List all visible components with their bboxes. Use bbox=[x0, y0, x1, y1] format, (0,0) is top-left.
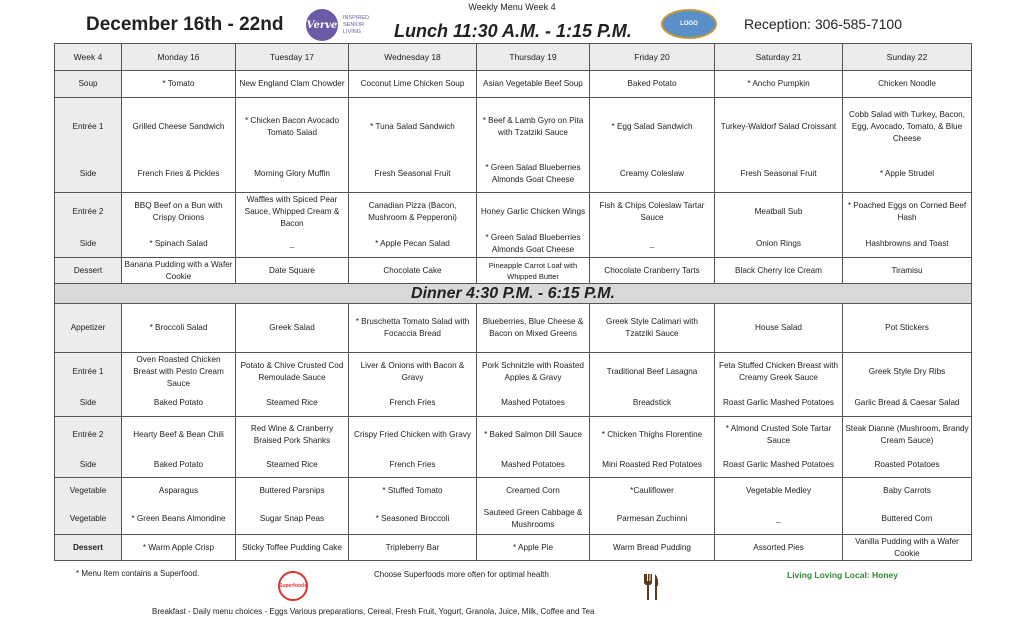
menu-cell: Pot Stickers bbox=[843, 304, 972, 353]
menu-cell: Chocolate Cake bbox=[349, 258, 477, 284]
menu-cell: Greek Style Calimari with Tzatziki Sauce bbox=[590, 304, 715, 353]
dinner-hours: Dinner 4:30 P.M. - 6:15 P.M. bbox=[55, 284, 972, 304]
menu-cell: Vanilla Pudding with a Wafer Cookie bbox=[843, 535, 972, 561]
superfood-note: * Menu Item contains a Superfood. bbox=[76, 569, 200, 578]
dinner-veg2-row bbox=[55, 505, 972, 535]
menu-cell: * Stuffed Tomato bbox=[349, 478, 477, 505]
menu-cell: Tripleberry Bar bbox=[349, 535, 477, 561]
menu-cell: Morning Glory Muffin bbox=[236, 157, 349, 193]
row-label: Dessert bbox=[55, 535, 122, 561]
superfoods-logo: Superfoods bbox=[278, 571, 308, 601]
menu-cell: Grilled Cheese Sandwich bbox=[122, 98, 236, 157]
menu-cell: Tiramisu bbox=[843, 258, 972, 284]
dinner-veg1-row bbox=[55, 478, 972, 505]
menu-cell: Mini Roasted Red Potatoes bbox=[590, 453, 715, 478]
menu-cell: _ bbox=[715, 505, 843, 535]
menu-cell: * Spinach Salad bbox=[122, 231, 236, 258]
menu-cell: Roast Garlic Mashed Potatoes bbox=[715, 453, 843, 478]
menu-cell: Traditional Beef Lasagna bbox=[590, 353, 715, 391]
menu-cell: Blueberries, Blue Cheese & Bacon on Mixed Greens bbox=[477, 304, 590, 353]
menu-cell: Baked Potato bbox=[122, 453, 236, 478]
menu-cell: Steak Dianne (Mushroom, Brandy Cream Sauce) bbox=[843, 417, 972, 453]
menu-cell: Warm Bread Pudding bbox=[590, 535, 715, 561]
row-label: Side bbox=[55, 231, 122, 258]
menu-cell: Sticky Toffee Pudding Cake bbox=[236, 535, 349, 561]
menu-table bbox=[54, 43, 972, 561]
menu-cell: * Seasoned Broccoli bbox=[349, 505, 477, 535]
menu-cell: Asparagus bbox=[122, 478, 236, 505]
menu-cell: Garlic Bread & Caesar Salad bbox=[843, 391, 972, 417]
menu-cell: BBQ Beef on a Bun with Crispy Onions bbox=[122, 193, 236, 231]
menu-cell: * Tuna Salad Sandwich bbox=[349, 98, 477, 157]
menu-cell: * Green Salad Blueberries Almonds Goat Cheese bbox=[477, 157, 590, 193]
row-label: Side bbox=[55, 391, 122, 417]
lunch-side2-row bbox=[55, 231, 972, 258]
breakfast-info: Breakfast - Daily menu choices - Eggs Various preparations, Cereal, Fresh Fruit, Yogurt, Granola, Juice, Milk, Coffee and Tea bbox=[152, 607, 595, 616]
day-header: Monday 16 bbox=[122, 44, 236, 71]
menu-cell: * Apple Pecan Salad bbox=[349, 231, 477, 258]
menu-cell: Crispy Fried Chicken with Gravy bbox=[349, 417, 477, 453]
menu-cell: Meatball Sub bbox=[715, 193, 843, 231]
menu-cell: * Green Salad Blueberries Almonds Goat Cheese bbox=[477, 231, 590, 258]
menu-cell: Feta Stuffed Chicken Breast with Creamy Greek Sauce bbox=[715, 353, 843, 391]
menu-cell: * Baked Salmon Dill Sauce bbox=[477, 417, 590, 453]
superfoods-tip: Choose Superfoods more often for optimal health bbox=[374, 570, 549, 579]
dinner-side2-row bbox=[55, 453, 972, 478]
menu-cell: Baby Carrots bbox=[843, 478, 972, 505]
menu-cell: Assorted Pies bbox=[715, 535, 843, 561]
menu-cell: Canadian Pizza (Bacon, Mushroom & Pepperoni) bbox=[349, 193, 477, 231]
menu-cell: * Beef & Lamb Gyro on Pita with Tzatziki Sauce bbox=[477, 98, 590, 157]
menu-cell: Buttered Parsnips bbox=[236, 478, 349, 505]
menu-cell: Oven Roasted Chicken Breast with Pesto Cream Sauce bbox=[122, 353, 236, 391]
menu-cell: Asian Vegetable Beef Soup bbox=[477, 71, 590, 98]
menu-cell: Steamed Rice bbox=[236, 453, 349, 478]
menu-cell: Pineapple Carrot Loaf with Whipped Butter bbox=[477, 258, 590, 284]
local-honey: Living Loving Local: Honey bbox=[787, 570, 898, 580]
menu-cell: Fresh Seasonal Fruit bbox=[349, 157, 477, 193]
dinner-banner-row bbox=[55, 284, 972, 304]
menu-cell: Greek Style Dry Ribs bbox=[843, 353, 972, 391]
menu-cell: Potato & Chive Crusted Cod Remoulade Sauce bbox=[236, 353, 349, 391]
menu-cell: * Warm Apple Crisp bbox=[122, 535, 236, 561]
menu-cell: Pork Schnitzle with Roasted Apples & Gravy bbox=[477, 353, 590, 391]
day-header: Friday 20 bbox=[590, 44, 715, 71]
menu-cell: Hashbrowns and Toast bbox=[843, 231, 972, 258]
verve-tagline: INSPIRED SENIOR LIVING bbox=[343, 15, 369, 35]
menu-cell: Steamed Rice bbox=[236, 391, 349, 417]
menu-cell: Creamed Corn bbox=[477, 478, 590, 505]
menu-cell: Coconut Lime Chicken Soup bbox=[349, 71, 477, 98]
menu-cell: Baked Potato bbox=[122, 391, 236, 417]
row-label: Entrée 2 bbox=[55, 417, 122, 453]
menu-cell: Chocolate Cranberry Tarts bbox=[590, 258, 715, 284]
menu-cell: * Apple Pie bbox=[477, 535, 590, 561]
menu-cell: * Chicken Bacon Avocado Tomato Salad bbox=[236, 98, 349, 157]
lunch-soup-row bbox=[55, 71, 972, 98]
menu-cell: Mashed Potatoes bbox=[477, 391, 590, 417]
menu-cell: Date Square bbox=[236, 258, 349, 284]
lunch-entree1-row bbox=[55, 98, 972, 157]
menu-cell: Roasted Potatoes bbox=[843, 453, 972, 478]
row-label: Side bbox=[55, 453, 122, 478]
dinner-entree2-row bbox=[55, 417, 972, 453]
weekly-menu-title: Weekly Menu Week 4 bbox=[468, 2, 556, 12]
header-row bbox=[55, 44, 972, 71]
menu-cell: Fish & Chips Coleslaw Tartar Sauce bbox=[590, 193, 715, 231]
menu-cell: Sugar Snap Peas bbox=[236, 505, 349, 535]
menu-cell: Chicken Noodle bbox=[843, 71, 972, 98]
menu-cell: * Egg Salad Sandwich bbox=[590, 98, 715, 157]
row-label: Entrée 1 bbox=[55, 353, 122, 391]
row-label: Soup bbox=[55, 71, 122, 98]
menu-cell: Vegetable Medley bbox=[715, 478, 843, 505]
dinner-side1-row bbox=[55, 391, 972, 417]
menu-cell: Waffles with Spiced Pear Sauce, Whipped Cream & Bacon bbox=[236, 193, 349, 231]
fork-knife-icon bbox=[640, 572, 662, 602]
reception-phone: Reception: 306-585-7100 bbox=[744, 16, 903, 32]
menu-cell: House Salad bbox=[715, 304, 843, 353]
day-header: Wednesday 18 bbox=[349, 44, 477, 71]
dinner-appetizer-row bbox=[55, 304, 972, 353]
lunch-dessert-row bbox=[55, 258, 972, 284]
menu-cell: Baked Potato bbox=[590, 71, 715, 98]
menu-cell: Greek Salad bbox=[236, 304, 349, 353]
menu-cell: * Bruschetta Tomato Salad with Focaccia Bread bbox=[349, 304, 477, 353]
residence-logo: LOGO bbox=[661, 9, 717, 39]
row-label: Side bbox=[55, 157, 122, 193]
menu-cell: * Apple Strudel bbox=[843, 157, 972, 193]
lunch-hours: Lunch 11:30 A.M. - 1:15 P.M. bbox=[394, 21, 632, 41]
row-label: Dessert bbox=[55, 258, 122, 284]
menu-cell: Onion Rings bbox=[715, 231, 843, 258]
menu-cell: Buttered Corn bbox=[843, 505, 972, 535]
menu-cell: Creamy Coleslaw bbox=[590, 157, 715, 193]
menu-cell: Liver & Onions with Bacon & Gravy bbox=[349, 353, 477, 391]
menu-cell: * Broccoli Salad bbox=[122, 304, 236, 353]
menu-cell: *Cauliflower bbox=[590, 478, 715, 505]
menu-cell: Banana Pudding with a Wafer Cookie bbox=[122, 258, 236, 284]
row-label: Entrée 1 bbox=[55, 98, 122, 157]
row-label: Appetizer bbox=[55, 304, 122, 353]
lunch-entree2-row bbox=[55, 193, 972, 231]
menu-cell: * Chicken Thighs Florentine bbox=[590, 417, 715, 453]
dinner-entree1-row bbox=[55, 353, 972, 391]
day-header: Tuesday 17 bbox=[236, 44, 349, 71]
row-label: Entrée 2 bbox=[55, 193, 122, 231]
menu-cell: New England Clam Chowder bbox=[236, 71, 349, 98]
dinner-dessert-row bbox=[55, 535, 972, 561]
menu-cell: Honey Garlic Chicken Wings bbox=[477, 193, 590, 231]
menu-cell: Sauteed Green Cabbage & Mushrooms bbox=[477, 505, 590, 535]
menu-cell: Mashed Potatoes bbox=[477, 453, 590, 478]
row-label: Vegetable bbox=[55, 478, 122, 505]
menu-cell: Cobb Salad with Turkey, Bacon, Egg, Avocado, Tomato, & Blue Cheese bbox=[843, 98, 972, 157]
menu-cell: Red Wine & Cranberry Braised Pork Shanks bbox=[236, 417, 349, 453]
lunch-side1-row bbox=[55, 157, 972, 193]
menu-cell: * Poached Eggs on Corned Beef Hash bbox=[843, 193, 972, 231]
day-header: Thursday 19 bbox=[477, 44, 590, 71]
menu-cell: French Fries & Pickles bbox=[122, 157, 236, 193]
menu-cell: Fresh Seasonal Fruit bbox=[715, 157, 843, 193]
menu-cell: Hearty Beef & Bean Chili bbox=[122, 417, 236, 453]
menu-cell: French Fries bbox=[349, 391, 477, 417]
verve-logo: Verve bbox=[306, 9, 338, 41]
day-header: Saturday 21 bbox=[715, 44, 843, 71]
week-label: Week 4 bbox=[55, 44, 122, 71]
menu-cell: * Almond Crusted Sole Tartar Sauce bbox=[715, 417, 843, 453]
menu-cell: * Ancho Pumpkin bbox=[715, 71, 843, 98]
menu-cell: Black Cherry Ice Cream bbox=[715, 258, 843, 284]
menu-cell: * Tomato bbox=[122, 71, 236, 98]
menu-cell: Turkey-Waldorf Salad Croissant bbox=[715, 98, 843, 157]
date-range: December 16th - 22nd bbox=[86, 14, 284, 35]
menu-cell: Roast Garlic Mashed Potatoes bbox=[715, 391, 843, 417]
menu-cell: French Fries bbox=[349, 453, 477, 478]
menu-cell: Parmesan Zuchinni bbox=[590, 505, 715, 535]
day-header: Sunday 22 bbox=[843, 44, 972, 71]
menu-cell: _ bbox=[236, 231, 349, 258]
menu-cell: * Green Beans Almondine bbox=[122, 505, 236, 535]
menu-cell: _ bbox=[590, 231, 715, 258]
menu-cell: Breadstick bbox=[590, 391, 715, 417]
row-label: Vegetable bbox=[55, 505, 122, 535]
